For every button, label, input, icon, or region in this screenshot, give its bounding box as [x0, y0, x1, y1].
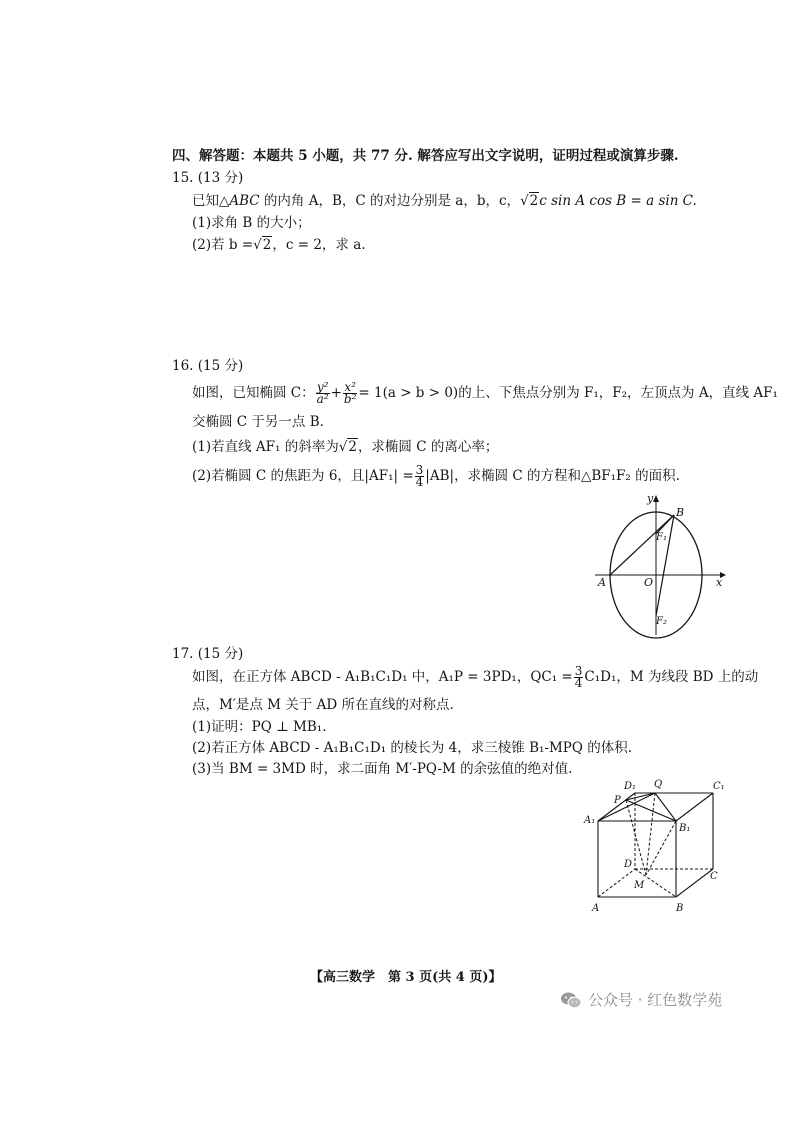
fraction: $\frac{\text{x²}}{\text{b²}}$ [343, 380, 357, 406]
q17-part3: (3)当 BM = 3MD 时，求二面角 M′-PQ-M 的余弦值的绝对值. [192, 761, 573, 777]
q15-part1: (1)求角 B 的大小； [192, 215, 311, 231]
label-C: C [710, 871, 718, 882]
label-B1: B₁ [679, 823, 691, 834]
watermark-text: 公众号 · 红色数学苑 [588, 991, 723, 1009]
ellipse-figure [590, 490, 730, 640]
edge-A1Q [598, 793, 655, 821]
cube-figure [580, 775, 730, 915]
watermark [560, 989, 722, 1010]
page-footer: 【高三数学 第 3 页(共 4 页)】 [310, 970, 502, 985]
label-D: D [624, 859, 633, 870]
q17-line2: 点，M′是点 M 关于 AD 所在直线的对称点. [192, 697, 454, 713]
label-A: A [592, 903, 600, 914]
label-M: M [634, 880, 645, 891]
sqrt-sign: √ [520, 193, 529, 209]
fraction: $\frac{\text{y²}}{\text{a²}}$ [316, 380, 329, 406]
label-A: A [598, 576, 606, 589]
q17-line1: 如图，在正方体 ABCD - A₁B₁C₁D₁ 中，A₁P = 3PD₁，QC₁ = $\frac{3}{4}$ C₁D₁，M 为线段 BD 上的动 [192, 664, 759, 690]
edge-AD [598, 869, 635, 897]
wechat-icon [560, 991, 582, 1009]
sqrt-sign: √ [338, 439, 348, 455]
q17-number: 17. (15 分) [172, 646, 244, 662]
edge-B1M [646, 821, 676, 875]
q16-line2: 交椭圆 C 于另一点 B. [192, 414, 324, 430]
q15-number: 15. (13 分) [172, 170, 244, 186]
q15-part2: (2)若 b =√2，c = 2，求 a. [192, 237, 366, 253]
q16-part2: (2)若椭圆 C 的焦距为 6，且|AF₁| = $\frac{3}{4}$ |AB|，求椭圆 C 的方程和△BF₁F₂ 的面积. [192, 463, 680, 489]
edge-QM [646, 793, 655, 875]
label-C1: C₁ [713, 781, 725, 792]
q17-part2: (2)若正方体 ABCD - A₁B₁C₁D₁ 的棱长为 4，求三棱锥 B₁-MPQ 的体积. [192, 740, 633, 756]
section-header: 四、解答题：本题共 5 小题，共 77 分. 解答应写出文字说明，证明过程或演算步骤. [172, 148, 679, 164]
edge-BC [676, 869, 713, 897]
q17-part1: (1)证明：PQ ⊥ MB₁. [192, 719, 327, 735]
label-y: y [647, 492, 654, 505]
q16-line1: 如图，已知椭圆 C： $\frac{\text{y²}}{\text{a²}}$ + $\frac{\text{x²}}{\text{b²}}$ = 1(a > b > 0)的上、下焦点分别为 F₁，F₂，左顶点为 A，直线 AF₁ [192, 380, 778, 406]
fraction: $\frac{3}{4}$ [574, 664, 583, 690]
edge-B1C1 [676, 793, 713, 821]
label-F2: F₂ [656, 616, 667, 627]
y-axis-arrow [653, 495, 659, 502]
q16-part1: (1)若直线 AF₁ 的斜率为√2，求椭圆 C 的离心率； [192, 439, 499, 455]
label-Q: Q [654, 779, 663, 790]
label-P: P [614, 795, 621, 806]
sqrt-sign: √ [253, 237, 262, 253]
label-x: x [716, 576, 723, 589]
label-O: O [644, 576, 654, 589]
label-B: B [676, 506, 685, 519]
q16-number: 16. (15 分) [172, 358, 244, 374]
label-D1: D₁ [624, 781, 637, 792]
label-B: B [676, 903, 684, 914]
label-A1: A₁ [584, 815, 596, 826]
label-F1: F₁ [656, 532, 667, 543]
q15-stem: 已知△ABC 的内角 A，B，C 的对边分别是 a，b，c，√2c sin A cos B = a sin C. [192, 193, 697, 209]
fraction: $\frac{3}{4}$ [415, 463, 424, 489]
